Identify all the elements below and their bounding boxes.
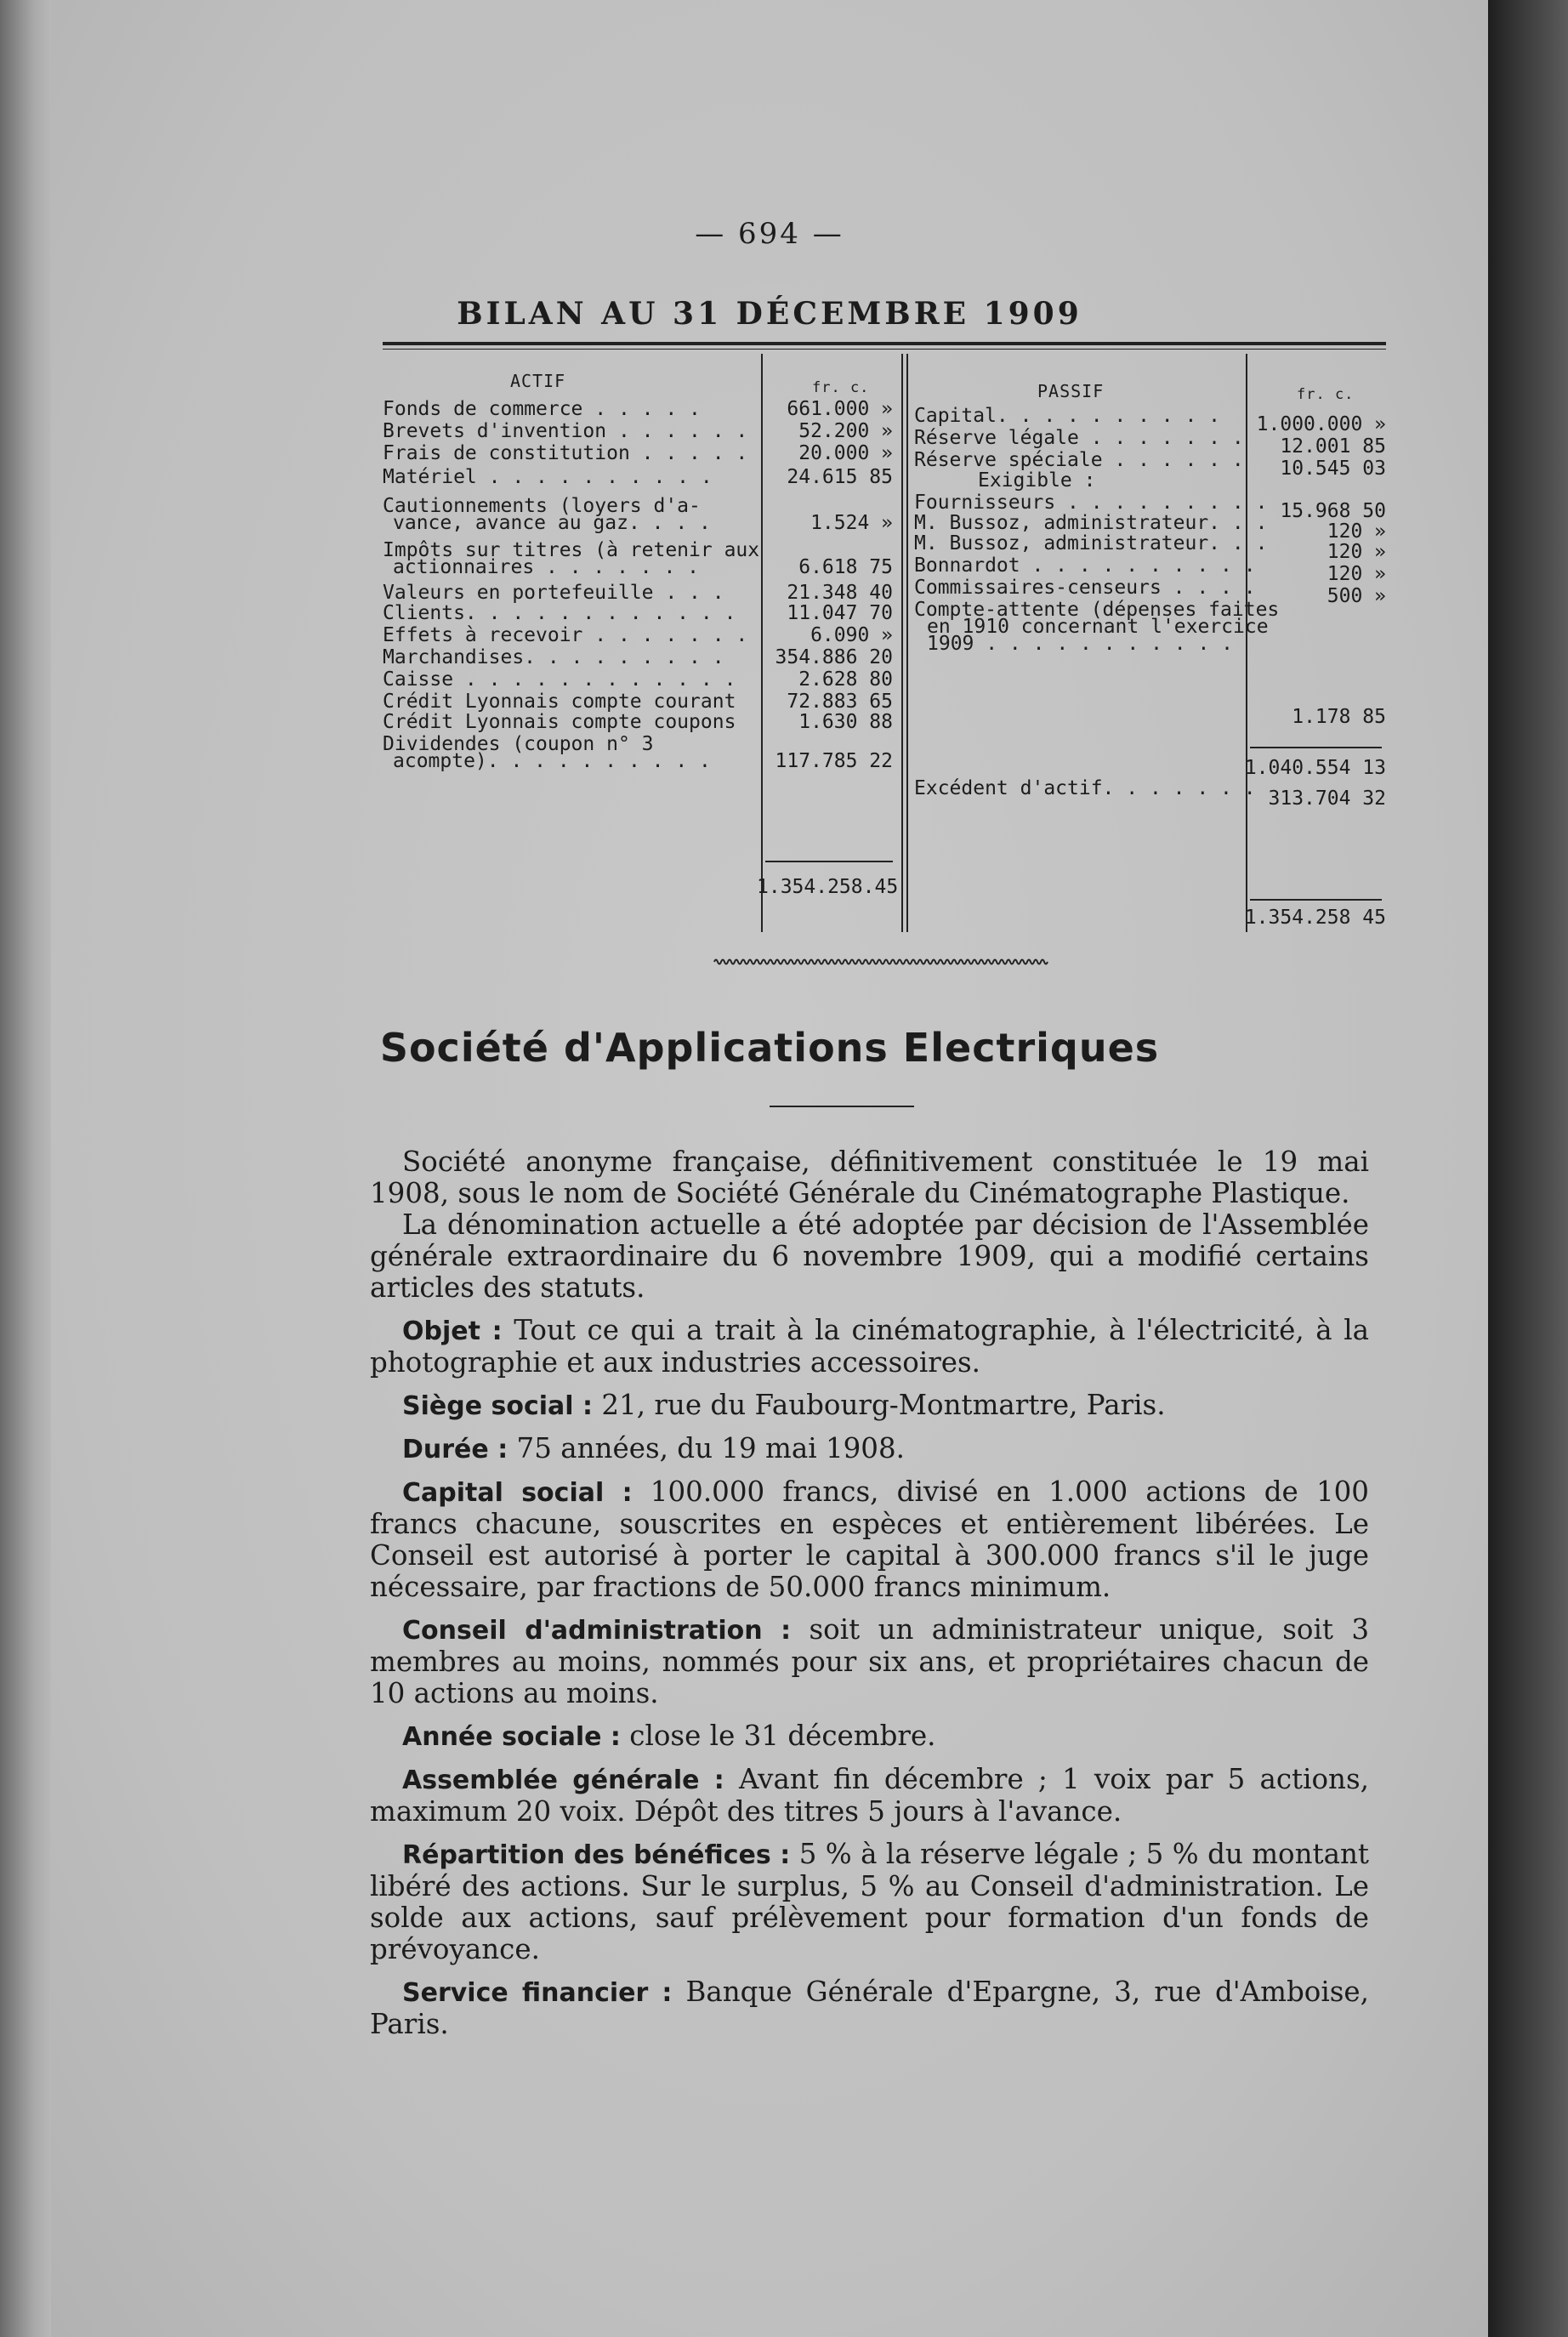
passif-row-value: 10.545 03 — [1280, 458, 1386, 480]
passif-row-label: Fournisseurs . . . . . . . . . — [914, 492, 1268, 514]
section-label: Siège social : — [402, 1391, 594, 1421]
actif-row-value: 21.348 40 — [787, 582, 893, 604]
actif-row-label: Crédit Lyonnais compte coupons — [383, 711, 736, 733]
section-text: 75 années, du 19 mai 1908. — [516, 1432, 905, 1464]
book-left-edge — [0, 0, 51, 2337]
table-top-rule — [383, 342, 1386, 345]
actif-row-label: Valeurs en portefeuille . . . — [383, 582, 724, 604]
actif-row-value: 354.886 20 — [775, 646, 893, 668]
section-label: Année sociale : — [402, 1722, 621, 1752]
section-text: Banque Générale d'Epargne, 3, rue d'Amboise, Paris. — [370, 1976, 1369, 2040]
passif-row-label: en 1910 concernant l'exercice — [927, 616, 1269, 638]
actif-row-value: 6.090 » — [810, 624, 893, 646]
section-label: Conseil d'administration : — [402, 1616, 792, 1646]
actif-row-value: 20.000 » — [798, 442, 893, 464]
actif-row-label: vance, avance au gaz. . . . — [393, 512, 711, 534]
title-underline — [770, 1106, 914, 1107]
actif-row-value: 11.047 70 — [787, 602, 893, 624]
passif-row-value: 120 » — [1327, 520, 1386, 543]
column-divider-double-left — [901, 354, 903, 932]
company-sections — [370, 1315, 1369, 2040]
company-section — [370, 1390, 1369, 1422]
balance-sheet-title: BILAN AU 31 DÉCEMBRE 1909 — [457, 296, 1082, 332]
actif-row-value: 1.524 » — [810, 512, 893, 534]
passif-row-label: Compte-attente (dépenses faites — [914, 599, 1280, 621]
actif-row-value: 2.628 80 — [798, 668, 893, 691]
actif-row-label: Cautionnements (loyers d'a- — [383, 495, 701, 517]
section-label: Durée : — [402, 1435, 508, 1464]
table-top-rule-thin — [383, 349, 1386, 350]
passif-row-label: 1909 . . . . . . . . . . . — [927, 633, 1234, 655]
section-text: Avant fin décembre ; 1 voix par 5 actions, maximum 20 voix. Dépôt des titres 5 jours à l'avance. — [370, 1763, 1369, 1828]
book-right-edge — [1488, 0, 1568, 2337]
passif-row-value: 500 » — [1327, 585, 1386, 607]
passif-row-value: 120 » — [1327, 541, 1386, 563]
intro-paragraph-1: Société anonyme française, définitivement constituée le 19 mai 1908, sous le nom de Société Générale du Cinématographe Plastique. — [370, 1146, 1369, 1209]
actif-row-value: 117.785 22 — [775, 750, 893, 772]
section-label: Capital social : — [402, 1478, 633, 1508]
company-section — [370, 1614, 1369, 1709]
actif-row-label: Matériel . . . . . . . . . . — [383, 466, 713, 488]
company-section — [370, 1764, 1369, 1828]
passif-row-label: M. Bussoz, administrateur. . . — [914, 532, 1268, 554]
actif-unit-header: fr. c. — [812, 379, 870, 396]
actif-row-label: Dividendes (coupon n° 3 — [383, 733, 654, 755]
company-section — [370, 1976, 1369, 2040]
excedent-label: Excédent d'actif. . . . . . . — [914, 777, 1256, 799]
actif-row-label: Impôts sur titres (à retenir aux — [383, 539, 760, 561]
actif-row-label: Marchandises. . . . . . . . . — [383, 646, 724, 668]
intro-paragraph-2: La dénomination actuelle a été adoptée par décision de l'Assemblée générale extraordinaire du 6 novembre 1909, qui a modifié certains articles des statuts. — [370, 1208, 1369, 1304]
actif-row-value: 72.883 65 — [787, 691, 893, 713]
actif-row-label: Crédit Lyonnais compte courant — [383, 691, 736, 713]
passif-row-label: Réserve spéciale . . . . . . — [914, 449, 1244, 471]
actif-total: 1.354.258.45 — [757, 876, 899, 898]
actif-row-label: acompte). . . . . . . . . . — [393, 750, 711, 772]
passif-subtotal: 1.040.554 13 — [1244, 757, 1386, 779]
passif-row-value: 1.000.000 » — [1256, 413, 1386, 435]
actif-row-value: 661.000 » — [787, 398, 893, 420]
company-description — [370, 1146, 1369, 2051]
passif-row-value: 15.968 50 — [1280, 500, 1386, 522]
actif-row-label: Caisse . . . . . . . . . . . . — [383, 668, 736, 691]
wavy-separator — [714, 955, 1046, 969]
actif-row-value: 1.630 88 — [798, 711, 893, 733]
column-divider — [761, 354, 763, 932]
actif-row-label: Frais de constitution . . . . . — [383, 442, 748, 464]
passif-row-value: 1.178 85 — [1292, 706, 1386, 728]
actif-sum-line — [765, 861, 893, 862]
passif-row-label: M. Bussoz, administrateur. . . — [914, 512, 1268, 534]
actif-row-label: Fonds de commerce . . . . . — [383, 398, 701, 420]
company-section — [370, 1315, 1369, 1379]
section-text: 100.000 francs, divisé en 1.000 actions de 100 francs chacune, souscrites en espèces et entièrement libérées. Le Conseil est autorisé à porter le capital à 300.000 francs s'il le juge nécessaire, par fractions de 50.000 francs minimum. — [370, 1476, 1369, 1603]
company-section — [370, 1839, 1369, 1965]
section-label: Répartition des bénéfices : — [402, 1840, 791, 1870]
section-label: Assemblée générale : — [402, 1766, 724, 1795]
passif-row-label: Exigible : — [978, 469, 1096, 492]
passif-row-label: Réserve légale . . . . . . . — [914, 427, 1244, 449]
actif-row-value: 52.200 » — [798, 420, 893, 442]
balance-sheet-table — [383, 342, 1386, 937]
section-text: close le 31 décembre. — [629, 1720, 936, 1752]
section-text: Tout ce qui a trait à la cinématographie, à l'électricité, à la photographie et aux industries accessoires. — [370, 1314, 1369, 1379]
passif-row-label: Commissaires-censeurs . . . . — [914, 577, 1256, 599]
passif-row-value: 12.001 85 — [1280, 435, 1386, 458]
passif-row-label: Bonnardot . . . . . . . . . . — [914, 554, 1256, 577]
column-divider-double-right — [906, 354, 908, 932]
actif-row-label: Effets à recevoir . . . . . . . — [383, 624, 748, 646]
company-title: Société d'Applications Electriques — [379, 1025, 1160, 1071]
section-label: Service financier : — [402, 1978, 673, 2008]
passif-total: 1.354.258 45 — [1244, 907, 1386, 929]
actif-row-label: Clients. . . . . . . . . . . . — [383, 602, 736, 624]
actif-row-label: Brevets d'invention . . . . . . — [383, 420, 748, 442]
passif-row-label: Capital. . . . . . . . . . — [914, 405, 1221, 427]
actif-row-value: 24.615 85 — [787, 466, 893, 488]
book-page — [51, 0, 1488, 2337]
section-text: soit un administrateur unique, soit 3 membres au moins, nommés pour six ans, et propriétaires chacun de 10 actions au moins. — [370, 1613, 1369, 1709]
actif-header: ACTIF — [510, 371, 566, 391]
company-section — [370, 1720, 1369, 1753]
section-text: 21, rue du Faubourg-Montmartre, Paris. — [601, 1389, 1166, 1421]
passif-unit-header: fr. c. — [1297, 386, 1355, 403]
passif-sum-line — [1250, 747, 1382, 748]
passif-header: PASSIF — [1037, 381, 1105, 401]
section-label: Objet : — [402, 1316, 503, 1346]
actif-row-value: 6.618 75 — [798, 556, 893, 578]
actif-row-label: actionnaires . . . . . . . — [393, 556, 700, 578]
page-number: — 694 — — [695, 217, 844, 251]
excedent-value: 313.704 32 — [1268, 788, 1386, 810]
company-section — [370, 1433, 1369, 1465]
company-section — [370, 1476, 1369, 1603]
passif-row-value: 120 » — [1327, 563, 1386, 585]
passif-total-line — [1250, 899, 1382, 901]
section-text: 5 % à la réserve légale ; 5 % du montant libéré des actions. Sur le surplus, 5 % au Conseil d'administration. Le solde aux actions, sauf prélèvement pour formation d'un fonds de prévoyance. — [370, 1838, 1369, 1965]
